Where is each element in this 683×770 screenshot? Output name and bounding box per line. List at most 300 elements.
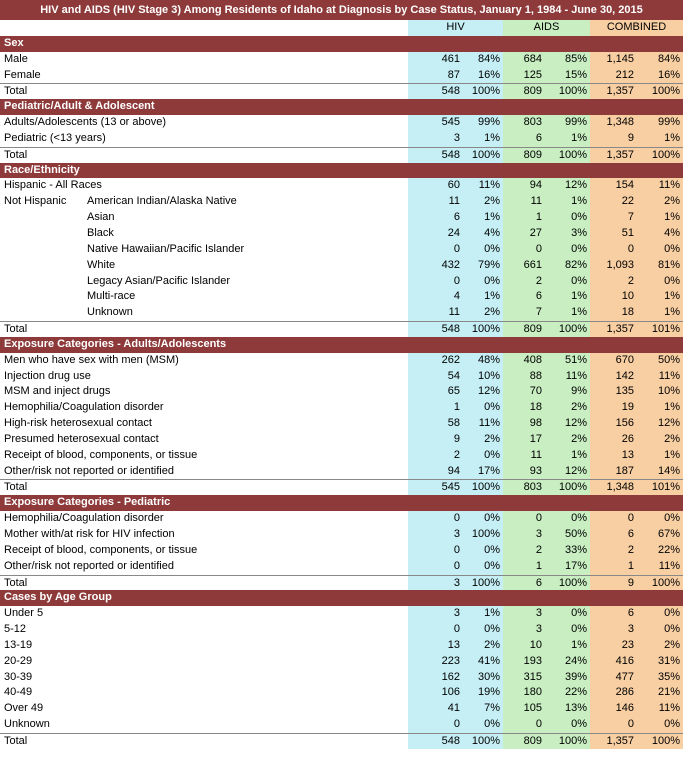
aids-count-cell: 6 (503, 131, 546, 147)
ethnicity-group-label (4, 305, 87, 321)
hiv-count-cell: 94 (408, 464, 464, 480)
aids-percent-cell: 2% (546, 432, 590, 448)
section-header-filler (638, 590, 683, 606)
combined-count-cell: 6 (590, 606, 638, 622)
aids-count-cell: 684 (503, 52, 546, 68)
aids-count-cell: 180 (503, 685, 546, 701)
hiv-percent-cell: 100% (464, 527, 503, 543)
aids-count-cell: 661 (503, 258, 546, 274)
table-row (0, 559, 683, 575)
row-label-cell (0, 274, 408, 290)
section-header-filler (408, 337, 464, 353)
combined-percent-cell: 10% (638, 384, 683, 400)
section-header-filler (464, 99, 503, 115)
hiv-count-cell: 162 (408, 670, 464, 686)
table-row (0, 369, 683, 385)
combined-percent-cell: 0% (638, 717, 683, 733)
hiv-count-cell: 11 (408, 194, 464, 210)
combined-percent-cell: 50% (638, 353, 683, 369)
table-row (0, 432, 683, 448)
row-label-cell (0, 226, 408, 242)
combined-count-cell: 1,348 (590, 480, 638, 495)
table-row (0, 448, 683, 464)
row-label: Mother with/at risk for HIV infection (4, 528, 175, 540)
table-row (0, 226, 683, 242)
hiv-percent-cell: 100% (464, 84, 503, 99)
table-row (0, 353, 683, 369)
hiv-percent-cell: 2% (464, 194, 503, 210)
combined-count-cell: 286 (590, 685, 638, 701)
table-row (0, 52, 683, 68)
aids-count-cell: 10 (503, 638, 546, 654)
hiv-count-cell: 2 (408, 448, 464, 464)
row-label: Other/risk not reported or identified (4, 559, 174, 572)
row-label-cell (0, 305, 408, 321)
aids-percent-cell: 1% (546, 289, 590, 305)
combined-count-cell: 7 (590, 210, 638, 226)
row-label: Presumed heterosexual contact (4, 432, 159, 445)
hiv-count-cell: 3 (408, 131, 464, 147)
row-label-cell (0, 701, 408, 717)
row-label-cell (0, 353, 408, 369)
combined-count-cell: 1,145 (590, 52, 638, 68)
row-label-cell (0, 52, 408, 68)
total-row (0, 479, 683, 495)
combined-percent-cell: 100% (638, 84, 683, 99)
section-header-filler (503, 590, 546, 606)
aids-count-cell: 105 (503, 701, 546, 717)
row-label: 20-29 (4, 654, 33, 667)
section-title: Race/Ethnicity (4, 163, 80, 176)
hiv-count-cell: 24 (408, 226, 464, 242)
hiv-percent-cell: 0% (464, 559, 503, 575)
combined-percent-cell: 84% (638, 52, 683, 68)
aids-percent-cell: 99% (546, 115, 590, 131)
row-label: Multi-race (87, 290, 136, 303)
ethnicity-group-label (4, 289, 87, 305)
row-label: Men who have sex with men (MSM) (4, 353, 179, 366)
hiv-percent-cell: 99% (464, 115, 503, 131)
section-header-filler (546, 99, 590, 115)
hiv-percent-cell: 100% (464, 148, 503, 163)
hiv-percent-cell: 0% (464, 622, 503, 638)
row-label-cell (0, 400, 408, 416)
combined-percent-cell: 11% (638, 178, 683, 194)
row-label-cell (0, 242, 408, 258)
section-title: Exposure Categories - Pediatric (4, 496, 171, 509)
table-row (0, 638, 683, 654)
table-row (0, 543, 683, 559)
aids-percent-cell: 1% (546, 638, 590, 654)
row-label-cell (0, 576, 408, 591)
section-header-filler (590, 163, 638, 179)
hiv-count-cell: 545 (408, 480, 464, 495)
row-label-cell (0, 559, 408, 575)
combined-count-cell: 142 (590, 369, 638, 385)
combined-count-cell: 23 (590, 638, 638, 654)
aids-percent-cell: 0% (546, 717, 590, 733)
combined-count-cell: 1,093 (590, 258, 638, 274)
row-label: Total (4, 148, 28, 161)
combined-count-cell: 670 (590, 353, 638, 369)
section-header-filler (590, 590, 638, 606)
section-header-filler (503, 36, 546, 52)
combined-percent-cell: 67% (638, 527, 683, 543)
combined-count-cell: 26 (590, 432, 638, 448)
combined-percent-cell: 12% (638, 416, 683, 432)
combined-count-cell: 6 (590, 527, 638, 543)
row-label-cell (0, 527, 408, 543)
total-row (0, 733, 683, 749)
hiv-percent-cell: 0% (464, 543, 503, 559)
row-label-cell (0, 670, 408, 686)
combined-percent-cell: 11% (638, 701, 683, 717)
row-label: Hemophilia/Coagulation disorder (4, 401, 164, 414)
section-header-filler (503, 495, 546, 511)
row-label: High-risk heterosexual contact (4, 417, 152, 430)
row-label: Total (4, 734, 28, 747)
row-label-cell (0, 369, 408, 385)
aids-count-cell: 315 (503, 670, 546, 686)
section-header-filler (408, 163, 464, 179)
aids-percent-cell: 50% (546, 527, 590, 543)
hiv-count-cell: 65 (408, 384, 464, 400)
combined-percent-cell: 4% (638, 226, 683, 242)
aids-count-cell: 7 (503, 305, 546, 321)
section-header-filler (464, 590, 503, 606)
combined-percent-cell: 1% (638, 131, 683, 147)
combined-percent-cell: 0% (638, 511, 683, 527)
aids-percent-cell: 1% (546, 305, 590, 321)
aids-percent-cell: 11% (546, 369, 590, 385)
section-header-row (0, 163, 683, 179)
row-label: Under 5 (4, 607, 44, 620)
aids-percent-cell: 3% (546, 226, 590, 242)
section-header-filler (464, 163, 503, 179)
combined-percent-cell: 100% (638, 148, 683, 163)
hiv-count-cell: 0 (408, 717, 464, 733)
column-header-hiv: HIV (408, 20, 503, 36)
aids-count-cell: 0 (503, 511, 546, 527)
row-label: 30-39 (4, 670, 33, 683)
hiv-percent-cell: 48% (464, 353, 503, 369)
aids-percent-cell: 100% (546, 480, 590, 495)
hiv-count-cell: 3 (408, 527, 464, 543)
combined-count-cell: 1,357 (590, 84, 638, 99)
table-row (0, 305, 683, 321)
row-label: Unknown (87, 306, 133, 319)
aids-percent-cell: 85% (546, 52, 590, 68)
table-row (0, 131, 683, 147)
hiv-percent-cell: 100% (464, 480, 503, 495)
row-label-cell (0, 178, 408, 194)
table-row (0, 606, 683, 622)
aids-count-cell: 27 (503, 226, 546, 242)
total-row (0, 575, 683, 591)
section-header-filler (590, 495, 638, 511)
table-row (0, 274, 683, 290)
row-label: Receipt of blood, components, or tissue (4, 543, 198, 556)
combined-count-cell: 187 (590, 464, 638, 480)
aids-percent-cell: 39% (546, 670, 590, 686)
aids-count-cell: 94 (503, 178, 546, 194)
table-row (0, 258, 683, 274)
row-label: Injection drug use (4, 369, 91, 382)
combined-percent-cell: 31% (638, 654, 683, 670)
column-header-aids: AIDS (503, 20, 590, 36)
combined-percent-cell: 2% (638, 194, 683, 210)
hiv-percent-cell: 10% (464, 369, 503, 385)
combined-count-cell: 0 (590, 717, 638, 733)
hiv-count-cell: 262 (408, 353, 464, 369)
row-label: Legacy Asian/Pacific Islander (87, 274, 231, 287)
row-label-cell (0, 84, 408, 99)
hiv-percent-cell: 84% (464, 52, 503, 68)
section-header-filler (590, 36, 638, 52)
table-row (0, 400, 683, 416)
combined-count-cell: 1,357 (590, 734, 638, 749)
row-label-cell (0, 194, 408, 210)
section-header-filler (546, 337, 590, 353)
aids-percent-cell: 12% (546, 178, 590, 194)
combined-count-cell: 18 (590, 305, 638, 321)
row-label-cell (0, 115, 408, 131)
row-label-cell (0, 638, 408, 654)
total-row (0, 147, 683, 163)
combined-percent-cell: 22% (638, 543, 683, 559)
aids-percent-cell: 100% (546, 734, 590, 749)
combined-count-cell: 19 (590, 400, 638, 416)
row-label-cell (0, 685, 408, 701)
section-header-filler (590, 99, 638, 115)
combined-percent-cell: 81% (638, 258, 683, 274)
aids-percent-cell: 17% (546, 559, 590, 575)
section-title: Pediatric/Adult & Adolescent (4, 100, 155, 113)
row-label-cell (0, 511, 408, 527)
hiv-count-cell: 0 (408, 242, 464, 258)
row-label: Adults/Adolescents (13 or above) (4, 116, 167, 129)
column-header-row (0, 20, 683, 36)
combined-percent-cell: 11% (638, 369, 683, 385)
aids-count-cell: 93 (503, 464, 546, 480)
section-header-filler (464, 337, 503, 353)
row-label-cell (0, 543, 408, 559)
section-header-filler (408, 99, 464, 115)
table-row (0, 289, 683, 305)
aids-count-cell: 803 (503, 115, 546, 131)
table-row (0, 242, 683, 258)
aids-count-cell: 3 (503, 606, 546, 622)
aids-percent-cell: 24% (546, 654, 590, 670)
combined-percent-cell: 1% (638, 400, 683, 416)
combined-count-cell: 2 (590, 274, 638, 290)
aids-percent-cell: 22% (546, 685, 590, 701)
aids-count-cell: 803 (503, 480, 546, 495)
section-header-filler (464, 36, 503, 52)
hiv-percent-cell: 100% (464, 322, 503, 337)
section-header-filler (503, 99, 546, 115)
hiv-count-cell: 3 (408, 576, 464, 591)
total-row (0, 83, 683, 99)
table-row (0, 511, 683, 527)
table-row (0, 384, 683, 400)
aids-percent-cell: 0% (546, 606, 590, 622)
hiv-count-cell: 0 (408, 274, 464, 290)
row-label-cell (0, 258, 408, 274)
combined-percent-cell: 100% (638, 734, 683, 749)
aids-count-cell: 18 (503, 400, 546, 416)
row-label-cell (0, 384, 408, 400)
row-label: Female (4, 68, 41, 81)
aids-count-cell: 1 (503, 559, 546, 575)
section-header-filler (638, 337, 683, 353)
row-label-cell (0, 432, 408, 448)
aids-percent-cell: 0% (546, 210, 590, 226)
aids-count-cell: 70 (503, 384, 546, 400)
aids-count-cell: 11 (503, 194, 546, 210)
combined-percent-cell: 11% (638, 559, 683, 575)
hiv-percent-cell: 1% (464, 289, 503, 305)
section-header-row (0, 99, 683, 115)
combined-percent-cell: 1% (638, 210, 683, 226)
section-header-filler (408, 590, 464, 606)
table-row (0, 115, 683, 131)
combined-percent-cell: 101% (638, 480, 683, 495)
hiv-percent-cell: 4% (464, 226, 503, 242)
row-label: 13-19 (4, 638, 33, 651)
ethnicity-group-label (4, 274, 87, 290)
table-row (0, 68, 683, 84)
hiv-count-cell: 106 (408, 685, 464, 701)
hiv-count-cell: 1 (408, 400, 464, 416)
row-label-cell (0, 210, 408, 226)
row-label: Total (4, 323, 28, 336)
combined-percent-cell: 1% (638, 448, 683, 464)
hiv-count-cell: 0 (408, 559, 464, 575)
row-label: Male (4, 52, 28, 65)
hiv-count-cell: 432 (408, 258, 464, 274)
aids-percent-cell: 1% (546, 448, 590, 464)
combined-count-cell: 156 (590, 416, 638, 432)
hiv-count-cell: 41 (408, 701, 464, 717)
aids-percent-cell: 0% (546, 242, 590, 258)
hiv-percent-cell: 79% (464, 258, 503, 274)
hiv-count-cell: 223 (408, 654, 464, 670)
aids-count-cell: 193 (503, 654, 546, 670)
aids-percent-cell: 9% (546, 384, 590, 400)
hiv-count-cell: 0 (408, 543, 464, 559)
ethnicity-group-label (4, 226, 87, 242)
section-header-filler (408, 495, 464, 511)
aids-count-cell: 2 (503, 274, 546, 290)
section-header-filler (408, 36, 464, 52)
header-spacer (0, 20, 408, 36)
combined-percent-cell: 0% (638, 242, 683, 258)
combined-count-cell: 477 (590, 670, 638, 686)
combined-count-cell: 51 (590, 226, 638, 242)
ethnicity-group-label (4, 210, 87, 226)
section-header-filler (638, 36, 683, 52)
combined-count-cell: 0 (590, 242, 638, 258)
row-label: Native Hawaiian/Pacific Islander (87, 242, 245, 255)
row-label: Pediatric (<13 years) (4, 131, 106, 144)
table-row (0, 194, 683, 210)
hiv-percent-cell: 17% (464, 464, 503, 480)
hiv-percent-cell: 11% (464, 416, 503, 432)
combined-count-cell: 10 (590, 289, 638, 305)
row-label: Other/risk not reported or identified (4, 464, 174, 477)
table-row (0, 670, 683, 686)
aids-percent-cell: 1% (546, 131, 590, 147)
hiv-percent-cell: 100% (464, 576, 503, 591)
aids-count-cell: 6 (503, 576, 546, 591)
column-header-combined: COMBINED (590, 20, 683, 36)
hiv-count-cell: 3 (408, 606, 464, 622)
section-header-filler (546, 163, 590, 179)
row-label: Hemophilia/Coagulation disorder (4, 512, 164, 525)
section-header-filler (638, 163, 683, 179)
table-row (0, 464, 683, 480)
aids-count-cell: 809 (503, 322, 546, 337)
section-header-filler (546, 495, 590, 511)
combined-percent-cell: 35% (638, 670, 683, 686)
combined-count-cell: 1,348 (590, 115, 638, 131)
hiv-count-cell: 0 (408, 511, 464, 527)
hiv-count-cell: 58 (408, 416, 464, 432)
table-row (0, 178, 683, 194)
table-row (0, 622, 683, 638)
table-row (0, 701, 683, 717)
section-header-row (0, 590, 683, 606)
hiv-percent-cell: 1% (464, 606, 503, 622)
hiv-percent-cell: 0% (464, 400, 503, 416)
aids-percent-cell: 12% (546, 464, 590, 480)
aids-percent-cell: 15% (546, 68, 590, 84)
hiv-percent-cell: 41% (464, 654, 503, 670)
combined-percent-cell: 2% (638, 432, 683, 448)
aids-count-cell: 809 (503, 148, 546, 163)
aids-percent-cell: 100% (546, 84, 590, 99)
aids-count-cell: 2 (503, 543, 546, 559)
hiv-percent-cell: 2% (464, 638, 503, 654)
row-label: White (87, 258, 116, 271)
row-label-cell (0, 131, 408, 147)
aids-count-cell: 809 (503, 734, 546, 749)
ethnicity-group-label (4, 242, 87, 258)
combined-count-cell: 146 (590, 701, 638, 717)
aids-percent-cell: 100% (546, 322, 590, 337)
hiv-count-cell: 548 (408, 734, 464, 749)
hiv-count-cell: 461 (408, 52, 464, 68)
hiv-percent-cell: 0% (464, 717, 503, 733)
combined-count-cell: 416 (590, 654, 638, 670)
aids-percent-cell: 0% (546, 511, 590, 527)
row-label-cell (0, 448, 408, 464)
hiv-percent-cell: 30% (464, 670, 503, 686)
hiv-count-cell: 11 (408, 305, 464, 321)
row-label-cell (0, 148, 408, 163)
hiv-count-cell: 87 (408, 68, 464, 84)
aids-percent-cell: 100% (546, 148, 590, 163)
aids-count-cell: 11 (503, 448, 546, 464)
row-label: Receipt of blood, components, or tissue (4, 448, 198, 461)
combined-percent-cell: 21% (638, 685, 683, 701)
combined-count-cell: 1,357 (590, 322, 638, 337)
row-label: Hispanic - All Races (4, 179, 102, 192)
row-label-cell (0, 654, 408, 670)
row-label-cell (0, 322, 408, 337)
row-label-cell (0, 622, 408, 638)
